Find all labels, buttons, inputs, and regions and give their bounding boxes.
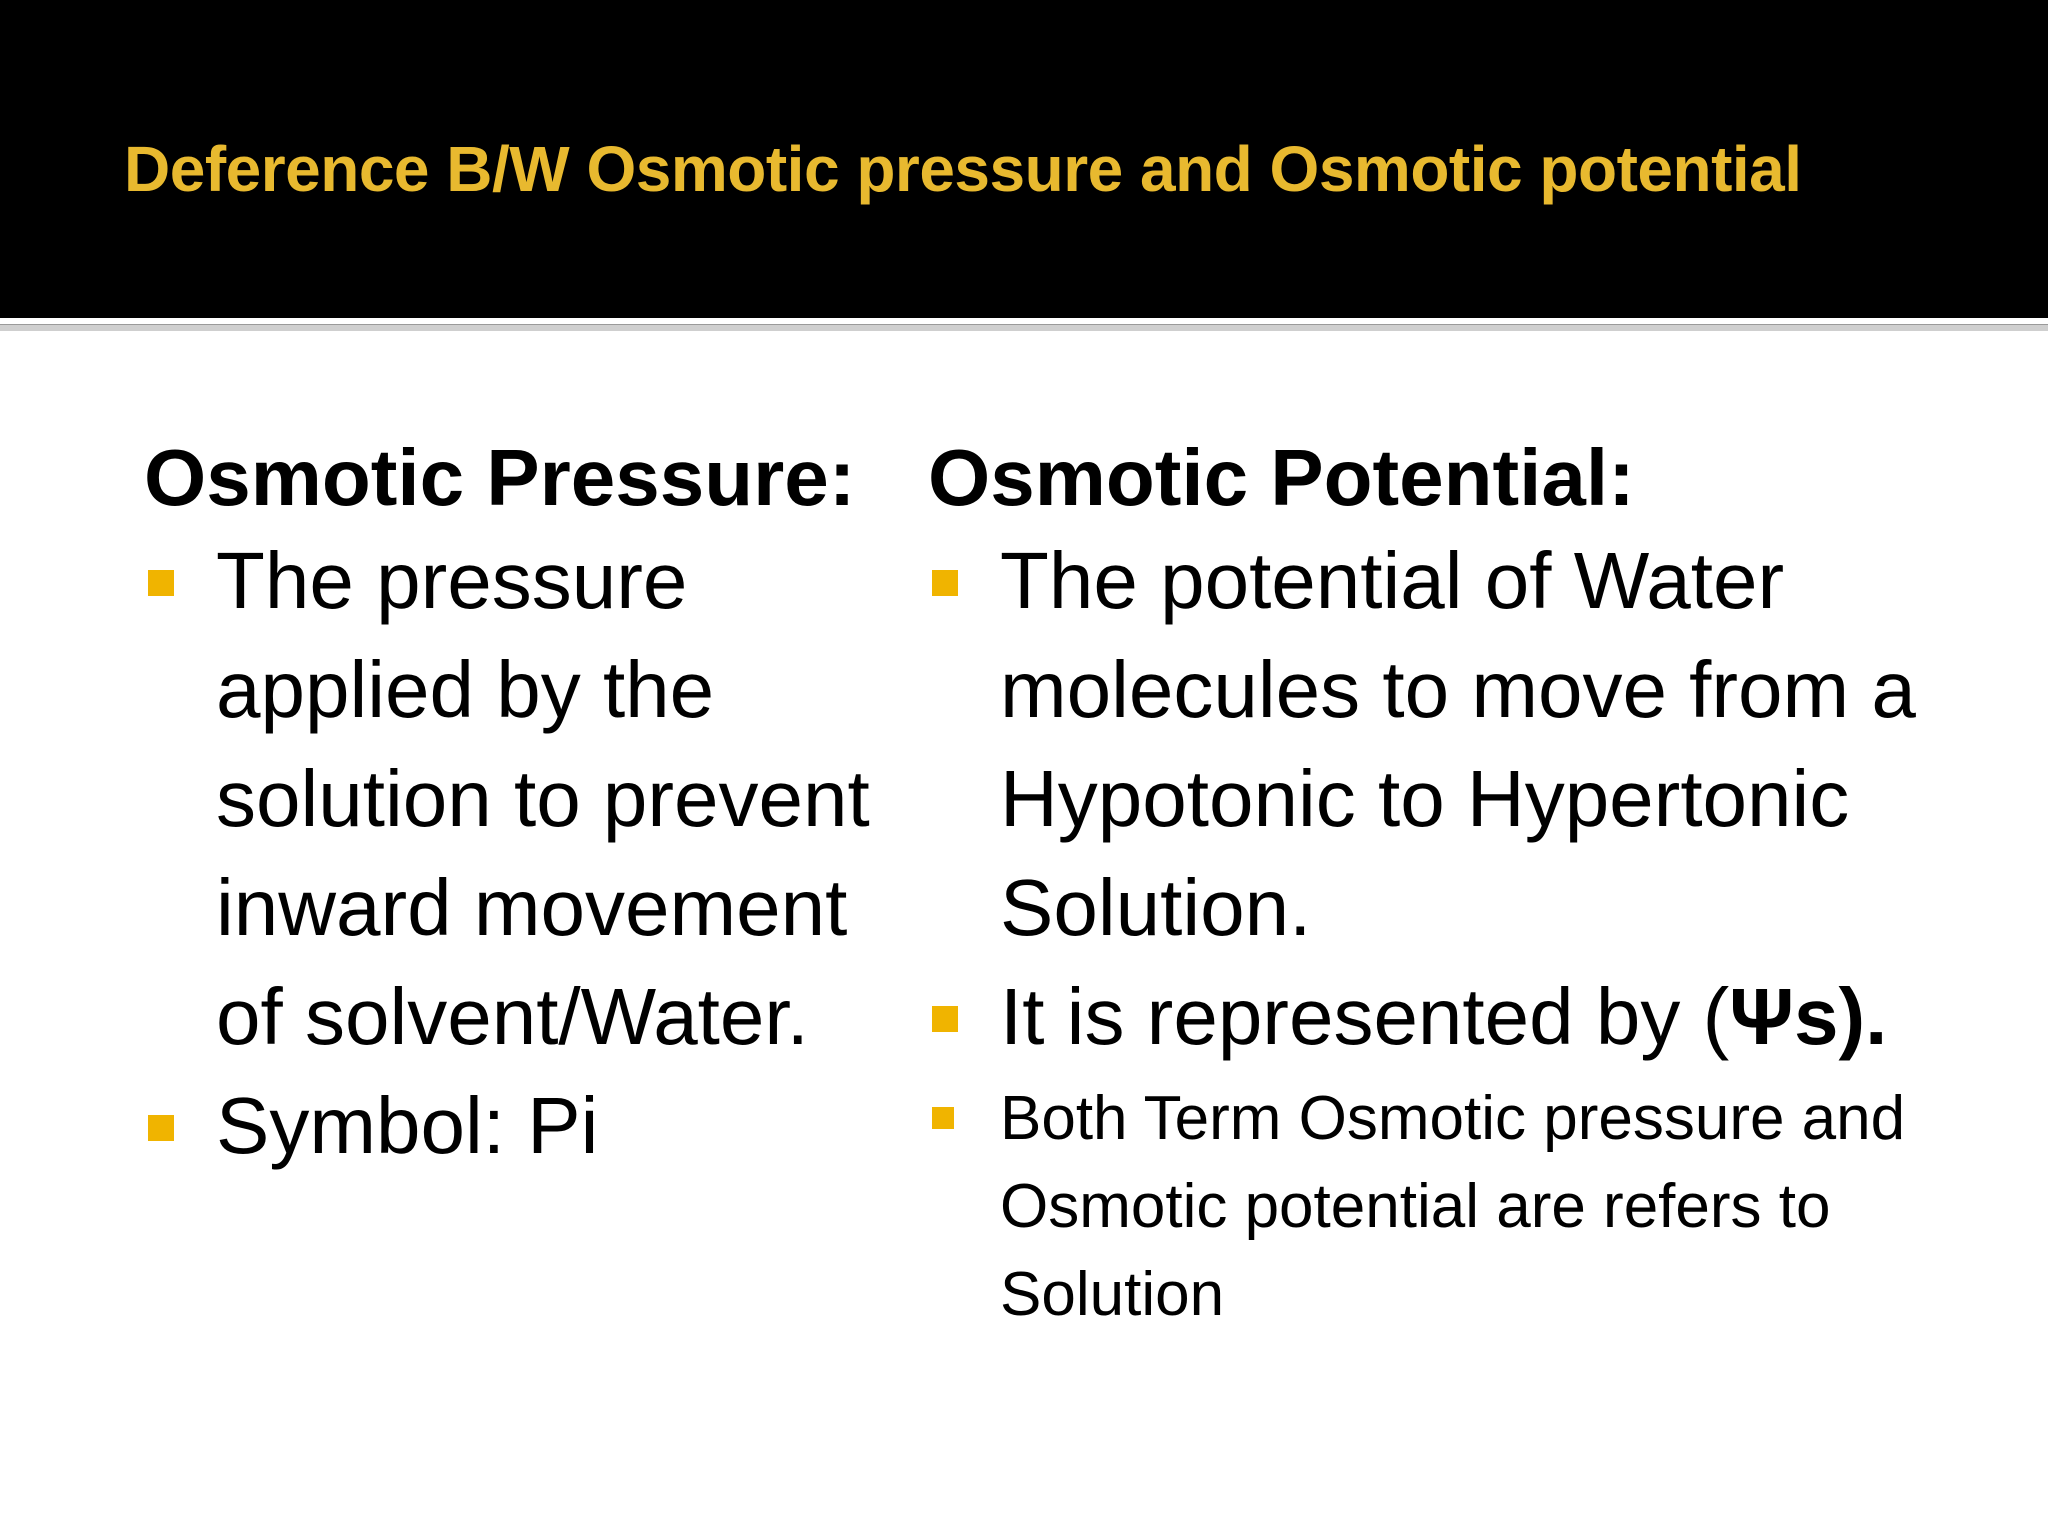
bullet-text: Symbol: Pi [216, 1081, 599, 1170]
osmotic-pressure-column [144, 430, 904, 1180]
bullet-text: Both Term Osmotic pressure and Osmotic potential are refers to Solution [1000, 1084, 1906, 1329]
list-item [928, 962, 1948, 1071]
bullet-text: The pressure applied by the solution to prevent inward movement of solvent/Water. [216, 536, 870, 1061]
square-bullet-icon [932, 1107, 954, 1129]
square-bullet-icon [932, 570, 958, 596]
list-item [928, 526, 1948, 962]
list-item [144, 526, 904, 1071]
list-item [928, 1075, 1948, 1339]
osmotic-potential-heading: Osmotic Potential: [928, 433, 1635, 522]
title-divider [0, 324, 2048, 331]
osmotic-potential-bullets [928, 526, 1948, 1339]
osmotic-potential-column [928, 430, 1948, 1339]
square-bullet-icon [148, 570, 174, 596]
title-bar [0, 0, 2048, 318]
psi-symbol: Ψs). [1729, 972, 1888, 1061]
square-bullet-icon [148, 1115, 174, 1141]
bullet-text: The potential of Water molecules to move from a Hypotonic to Hypertonic Solution. [1000, 536, 1916, 952]
osmotic-pressure-bullets [144, 526, 904, 1180]
bullet-text: It is represented by ( [1000, 972, 1730, 1061]
list-item [144, 1071, 904, 1180]
square-bullet-icon [932, 1006, 958, 1032]
slide-title: Deference B/W Osmotic pressure and Osmotic potential [124, 133, 1802, 205]
osmotic-pressure-heading: Osmotic Pressure: [144, 433, 856, 522]
